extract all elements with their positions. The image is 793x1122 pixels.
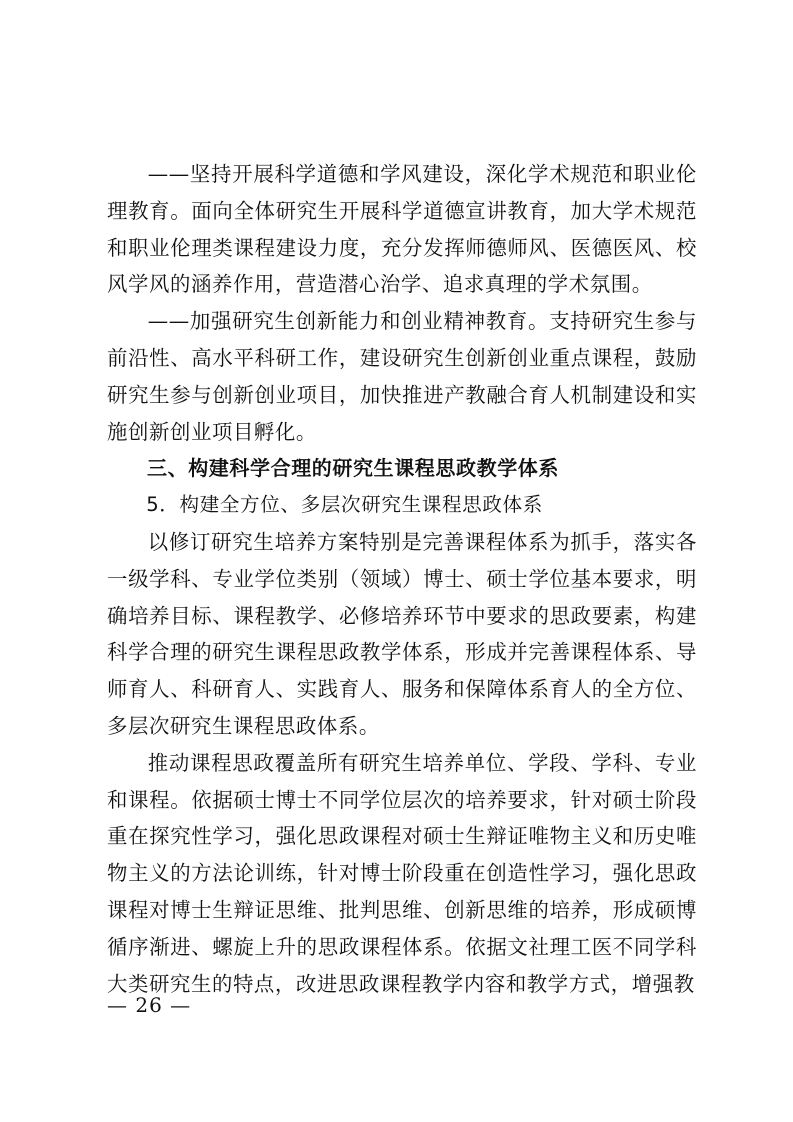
paragraph-innovation-education: ——加强研究生创新能力和创业精神教育。支持研究生参与前沿性、高水平科研工作，建设研究生创新创业重点课程，鼓励研究生参与创新创业项目，加快推进产教融合育人机制建设和实施创新创业项目孵化。 xyxy=(107,309,697,444)
subsection-heading-5: 5．构建全方位、多层次研究生课程思政体系 xyxy=(146,493,543,517)
section-heading-3: 三、构建科学合理的研究生课程思政教学体系 xyxy=(147,456,559,481)
body-text xyxy=(107,156,697,1002)
paragraph-academic-ethics: ——坚持开展科学道德和学风建设，深化学术规范和职业伦理教育。面向全体研究生开展科学道德宣讲教育，加大学术规范和职业伦理类课程建设力度，充分发挥师德师风、医德医风、校风学风的涵养作用，营造潜心治学、追求真理的学术氛围。 xyxy=(107,162,697,297)
paragraph-coverage: 推动课程思政覆盖所有研究生培养单位、学段、学科、专业和课程。依据硕士博士不同学位层次的培养要求，针对硕士阶段重在探究性学习，强化思政课程对硕士生辩证唯物主义和历史唯物主义的方法论训练，针对博士阶段重在创造性学习，强化思政课程对博士生辩证思维、批判思维、创新思维的培养，形成硕博循序渐进、螺旋上升的思政课程体系。依据文社理工医不同学科大类研究生的特点，改进思政课程教学内容和教学方式，增强教 xyxy=(107,750,697,996)
paragraph-curriculum-system: 以修订研究生培养方案特别是完善课程体系为抓手，落实各一级学科、专业学位类别（领域）博士、硕士学位基本要求，明确培养目标、课程教学、必修培养环节中要求的思政要素，构建科学合理的研究生课程思政教学体系，形成并完善课程体系、导师育人、科研育人、实践育人、服务和保障体系育人的全方位、多层次研究生课程思政体系。 xyxy=(107,529,697,738)
page-number: — 26 — xyxy=(107,993,192,1017)
